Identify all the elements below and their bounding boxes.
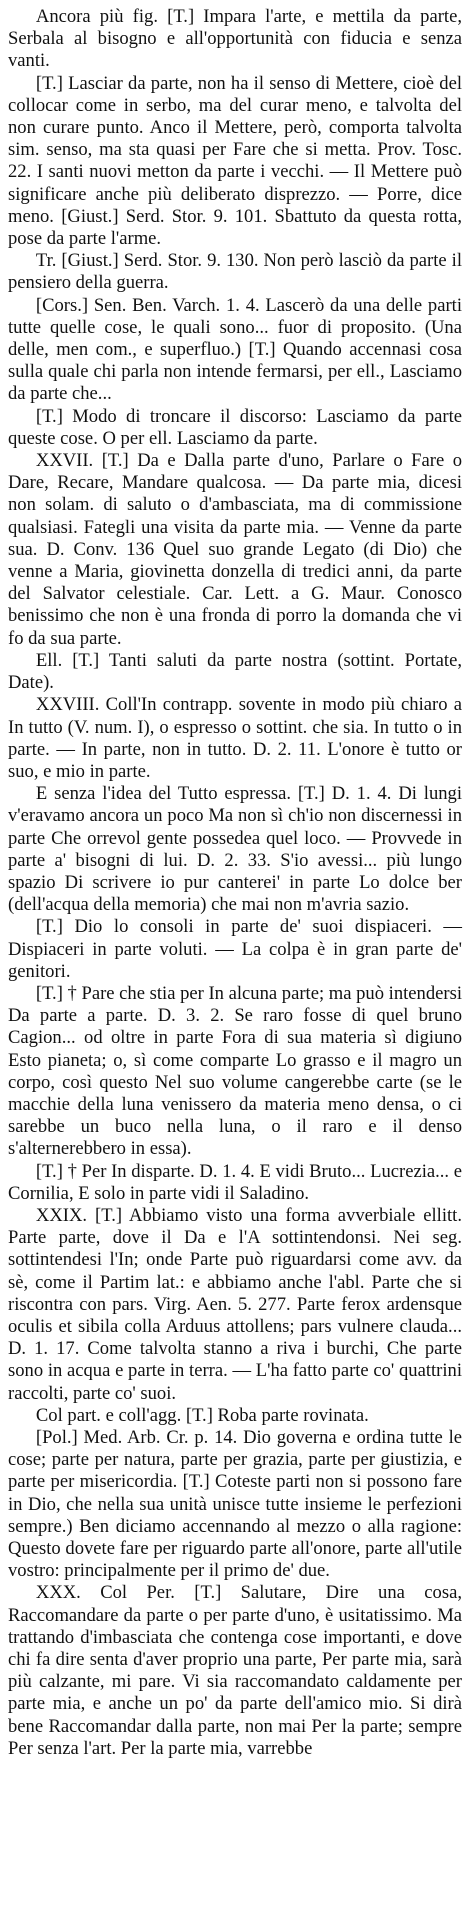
paragraph: [T.] Dio lo consoli in parte de' suoi dispiaceri. — Dispiaceri in parte voluti. — La colpa è in gran parte de' genitori. bbox=[8, 916, 462, 982]
paragraph: [Pol.] Med. Arb. Cr. p. 14. Dio governa e ordina tutte le cose; parte per natura, parte per grazia, parte per giustizia, e parte per misericordia. [T.] Coteste parti non si possono fare in Dio, che nella sua unità unisce tutte insieme le perfezioni sempre.) Ben diciamo accennando al mezzo o alla ragione: Questo dovete fare per riguardo parte all'onore, parte all'utile vostro: principalmente per il primo de' due. bbox=[8, 1427, 462, 1582]
paragraph: Ell. [T.] Tanti saluti da parte nostra (sottint. Portate, Date). bbox=[8, 649, 462, 694]
paragraph: XXVII. [T.] Da e Dalla parte d'uno, Parlare o Fare o Dare, Recare, Mandare qualcosa. — Da parte mia, dicesi non solam. di saluto o d'ambasciata, ma di commissione qualsiasi. Fategli una visita da parte mia. — Venne da parte sua. D. Conv. 136 Quel suo grande Legato (di Dio) che venne a Maria, giovinetta donzella di tredici anni, da parte del Salvator celestiale. Car. Lett. a G. Maur. Conosco benissimo che non è una fronda di porro la domanda che vi fo da sua parte. bbox=[8, 450, 462, 649]
paragraph: [T.] † Per In disparte. D. 1. 4. E vidi Bruto... Lucrezia... e Cornilia, E solo in parte vidi il Saladino. bbox=[8, 1160, 462, 1204]
paragraph: Ancora più fig. [T.] Impara l'arte, e mettila da parte, Serbala al bisogno e all'opportunità con fiducia e senza vanti. bbox=[8, 6, 462, 72]
paragraph: XXX. Col Per. [T.] Salutare, Dire una cosa, Raccomandare da parte o per parte d'uno, è usitatissimo. Ma trattando d'imbasciata che contenga cose importanti, e dove chi fa dire senta d'aver proprio una parte, Per parte mia, sarà più calzante, mi pare. Vi sia raccomandato caldamente per parte mia, e anche un po' da parte dell'amico mio. Si dirà bene Raccomandar dalla parte, non mai Per la parte; sempre Per senza l'art. Per la parte mia, varrebbe bbox=[8, 1582, 462, 1759]
paragraph: [T.] † Pare che stia per In alcuna parte; ma può intendersi Da parte a parte. D. 3. 2. Se raro fosse di quel bruno Cagion... od oltre in parte Fora di sua materia sì digiuno Esto pianeta; o, sì come comparte Lo grasso e il magro un corpo, così questo Nel suo volume cangerebbe carte (se le macchie della luna venissero da materia meno densa, o ci sarebbe un buco nella luna, o il raro e il denso s'alternerebbero in essa). bbox=[8, 982, 462, 1160]
paragraph: XXVIII. Coll'In contrapp. sovente in modo più chiaro a In tutto (V. num. I), o espresso o sottint. che sia. In tutto o in parte. — In parte, non in tutto. D. 2. 11. L'onore è tutto or suo, e mio in parte. bbox=[8, 694, 462, 782]
paragraph: Col part. e coll'agg. [T.] Roba parte rovinata. bbox=[35, 1404, 369, 1426]
paragraph: [T.] Modo di troncare il discorso: Lasciamo da parte queste cose. O per ell. Lasciamo da parte. bbox=[8, 405, 462, 449]
paragraph: [T.] Lasciar da parte, non ha il senso di Mettere, cioè del collocar come in serbo, ma del curar meno, e talvolta del non curare punto. Anco il Mettere, però, comporta talvolta sim. senso, ma sta quasi per Fare che si metta. Prov. Tosc. 22. I santi nuovi metton da parte i vecchi. — Il Mettere può significare anche più deliberato disprezzo. — Porre, dice meno. [Giust.] Serd. Stor. 9. 101. Sbattuto da questa rotta, pose da parte l'arme. bbox=[8, 72, 462, 250]
paragraph: XXIX. [T.] Abbiamo visto una forma avverbiale ellitt. Parte parte, dove il Da e l'A sottintendonsi. Nei seg. sottintendesi l'In; onde Parte può riguardarsi come avv. da sè, come il Partim lat.: e abbiamo anche l'abl. Parte che si riscontra con pars. Virg. Aen. 5. 277. Parte ferox ardensque oculis et sibila colla Arduus attollens; pars vulnere clauda... D. 1. 17. Come talvolta stanno a riva i burchi, Che parte sono in acqua e parte in terra. — L'ha fatto parte co' quattrini raccolti, parte co' suoi. bbox=[8, 1204, 462, 1404]
paragraph: [Cors.] Sen. Ben. Varch. 1. 4. Lascerò da una delle parti tutte quelle cose, le quali sono... fuor di proposito. (Una delle, men com., e superfluo.) [T.] Quando accennasi cosa sulla quale chi parla non intende fermarsi, per ell., Lasciamo da parte che... bbox=[8, 294, 462, 405]
paragraph: Tr. [Giust.] Serd. Stor. 9. 130. Non però lasciò da parte il pensiero della guerra. bbox=[8, 250, 462, 294]
paragraph: E senza l'idea del Tutto espressa. [T.] D. 1. 4. Di lungi v'eravamo ancora un poco Ma non sì ch'io non discernessi in parte Che orrevol gente possedea quel loco. — Provvede in parte a' bisogni di lui. D. 2. 33. S'io avessi... più lungo spazio Di scrivere io pur canterei' in parte Lo dolce ber (dell'acqua della memoria) che mai non m'avria sazio. bbox=[8, 783, 462, 916]
